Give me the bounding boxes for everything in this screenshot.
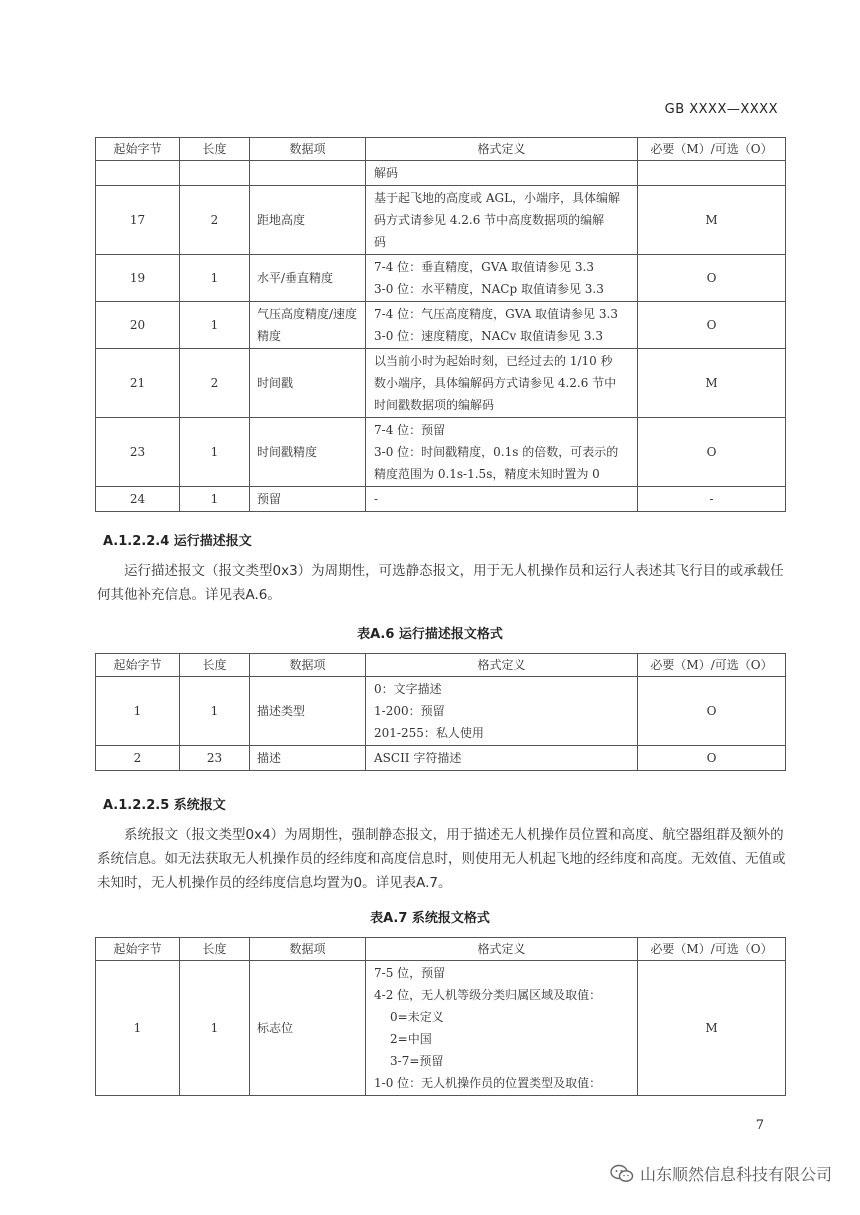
- cell-start-byte: 17: [96, 186, 180, 255]
- cell-required: M: [638, 961, 786, 1096]
- watermark: [610, 1162, 832, 1185]
- col-required: 必要（M）/可选（O）: [638, 654, 786, 677]
- wechat-icon: [610, 1164, 634, 1184]
- cell-required: -: [638, 487, 786, 512]
- format-line: 码: [374, 235, 387, 249]
- cell-data-item: 时间戳精度: [250, 418, 366, 487]
- cell-data-item: 描述: [250, 746, 366, 771]
- cell-start-byte: 1: [96, 961, 180, 1096]
- table-a7-caption: 表A.7 系统报文格式: [370, 911, 490, 926]
- cell-format-def: [366, 487, 638, 512]
- cell-data-item: 水平/垂直精度: [250, 255, 366, 302]
- cell-length: 1: [180, 255, 250, 302]
- table-row: [96, 418, 786, 487]
- cell-start-byte: 20: [96, 302, 180, 349]
- table-header-row: [96, 654, 786, 677]
- cell-required: O: [638, 677, 786, 746]
- cell-format-def: [366, 349, 638, 418]
- section-heading-a1224: A.1.2.2.4 运行描述报文: [103, 534, 252, 549]
- cell-start-byte: 24: [96, 487, 180, 512]
- col-start-byte: 起始字节: [96, 938, 180, 961]
- format-line: 4-2 位，无人机等级分类归属区域及取值：: [374, 988, 602, 1002]
- format-line: 基于起飞地的高度或 AGL，小端序，具体编解: [374, 191, 621, 205]
- col-length: 长度: [180, 654, 250, 677]
- cell-required: O: [638, 746, 786, 771]
- cell-required: O: [638, 255, 786, 302]
- cell-start-byte: 19: [96, 255, 180, 302]
- table-a7: [95, 937, 786, 1096]
- cell-format-def: [366, 302, 638, 349]
- col-start-byte: 起始字节: [96, 138, 180, 161]
- table-row: [96, 161, 786, 186]
- cell-length: 1: [180, 487, 250, 512]
- format-line: 7-4 位：预留: [374, 423, 446, 437]
- format-line: 7-5 位，预留: [374, 966, 446, 980]
- format-line: 精度范围为 0.1s-1.5s，精度未知时置为 0: [374, 467, 600, 481]
- table-row: [96, 255, 786, 302]
- cell-length: 1: [180, 677, 250, 746]
- format-line: ASCII 字符描述: [374, 751, 462, 765]
- cell-length: 1: [180, 302, 250, 349]
- format-line: 0：文字描述: [374, 682, 442, 696]
- format-line: 3-0 位：时间戳精度，0.1s 的倍数，可表示的: [374, 445, 619, 459]
- cell-data-item: 气压高度精度/速度精度: [250, 302, 366, 349]
- cell-required: O: [638, 418, 786, 487]
- format-line: 201-255：私人使用: [374, 726, 484, 740]
- page-number: 7: [755, 1118, 764, 1133]
- cell-length: [180, 161, 250, 186]
- table-a5-continued: [95, 137, 786, 512]
- col-length: 长度: [180, 938, 250, 961]
- cell-required: M: [638, 349, 786, 418]
- cell-length: 1: [180, 961, 250, 1096]
- format-line: 以当前小时为起始时刻，已经过去的 1/10 秒: [374, 354, 613, 368]
- cell-length: 2: [180, 186, 250, 255]
- format-line: 3-7=预留: [390, 1054, 444, 1068]
- table-row: [96, 302, 786, 349]
- cell-data-item: 标志位: [250, 961, 366, 1096]
- section-paragraph-a1224: 运行描述报文（报文类型0x3）为周期性，可选静态报文，用于无人机操作员和运行人表述其飞行目的或承载任何其他补充信息。详见表A.6。: [97, 563, 784, 603]
- table-header-row: [96, 138, 786, 161]
- format-line: 码方式请参见 4.2.6 节中高度数据项的编解: [374, 213, 605, 227]
- format-line: 2=中国: [390, 1032, 432, 1046]
- col-data-item: 数据项: [250, 938, 366, 961]
- col-data-item: 数据项: [250, 138, 366, 161]
- format-line: 时间戳数据项的编解码: [374, 398, 495, 412]
- format-line: 0=未定义: [390, 1010, 444, 1024]
- table-row: [96, 487, 786, 512]
- cell-format-def: [366, 161, 638, 186]
- cell-data-item: [250, 161, 366, 186]
- cell-format-def: [366, 677, 638, 746]
- section-paragraph-a1225: 系统报文（报文类型0x4）为周期性，强制静态报文，用于描述无人机操作员位置和高度、航空器组群及额外的系统信息。如无法获取无人机操作员的经纬度和高度信息时，则使用无人机起飞地的经纬度和高度。无效值、无值或未知时，无人机操作员的经纬度信息均置为0。详见表A.7。: [97, 827, 786, 891]
- cell-start-byte: [96, 161, 180, 186]
- table-row: [96, 677, 786, 746]
- cell-format-def: [366, 186, 638, 255]
- col-format-def: 格式定义: [366, 138, 638, 161]
- standard-code: GB XXXX—XXXX: [664, 102, 778, 117]
- table-a6-caption: 表A.6 运行描述报文格式: [357, 627, 503, 642]
- cell-start-byte: 23: [96, 418, 180, 487]
- col-start-byte: 起始字节: [96, 654, 180, 677]
- format-line: 7-4 位：气压高度精度，GVA 取值请参见 3.3: [374, 307, 618, 321]
- table-row: [96, 961, 786, 1096]
- cell-length: 23: [180, 746, 250, 771]
- cell-format-def: [366, 418, 638, 487]
- cell-format-def: [366, 746, 638, 771]
- watermark-text: 山东顺然信息科技有限公司: [639, 1165, 832, 1184]
- table-row: [96, 186, 786, 255]
- cell-data-item: 描述类型: [250, 677, 366, 746]
- format-line: 数小端序，具体编解码方式请参见 4.2.6 节中: [374, 376, 617, 390]
- col-required: 必要（M）/可选（O）: [638, 138, 786, 161]
- col-format-def: 格式定义: [366, 938, 638, 961]
- format-line: 解码: [374, 166, 399, 180]
- cell-required: [638, 161, 786, 186]
- table-row: [96, 349, 786, 418]
- format-line: 3-0 位：水平精度，NACp 取值请参见 3.3: [374, 282, 604, 296]
- cell-data-item: 时间戳: [250, 349, 366, 418]
- cell-format-def: [366, 961, 638, 1096]
- format-line: 1-0 位：无人机操作员的位置类型及取值：: [374, 1076, 602, 1090]
- format-line: 3-0 位：速度精度，NACv 取值请参见 3.3: [374, 329, 603, 343]
- cell-length: 2: [180, 349, 250, 418]
- cell-required: M: [638, 186, 786, 255]
- cell-start-byte: 2: [96, 746, 180, 771]
- cell-format-def: [366, 255, 638, 302]
- table-header-row: [96, 938, 786, 961]
- col-format-def: 格式定义: [366, 654, 638, 677]
- section-heading-a1225: A.1.2.2.5 系统报文: [103, 798, 226, 813]
- cell-data-item: 预留: [250, 487, 366, 512]
- cell-length: 1: [180, 418, 250, 487]
- cell-start-byte: 21: [96, 349, 180, 418]
- cell-required: O: [638, 302, 786, 349]
- col-length: 长度: [180, 138, 250, 161]
- table-a6: [95, 653, 786, 771]
- cell-start-byte: 1: [96, 677, 180, 746]
- col-data-item: 数据项: [250, 654, 366, 677]
- col-required: 必要（M）/可选（O）: [638, 938, 786, 961]
- format-line: -: [374, 492, 379, 506]
- cell-data-item: 距地高度: [250, 186, 366, 255]
- table-row: [96, 746, 786, 771]
- format-line: 7-4 位：垂直精度，GVA 取值请参见 3.3: [374, 260, 594, 274]
- format-line: 1-200：预留: [374, 704, 445, 718]
